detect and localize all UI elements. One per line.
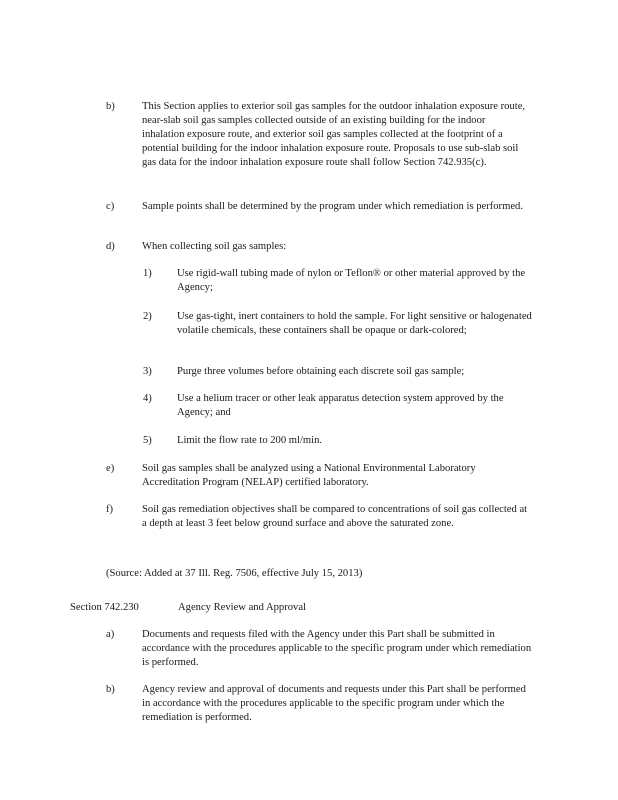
subsection-text: Soil gas remediation objectives shall be compared to concentrations of soil gas collected at a depth at least 3 feet below ground surface and above the saturated zone. [142,504,528,529]
subsection-text: Documents and requests filed with the Agency under this Part shall be submitted in accordance with the procedures applicable to the specific program under which remediation is performed. [142,629,532,668]
paragraph-text: Purge three volumes before obtaining each discrete soil gas sample; [177,366,465,377]
subsection-label: b) [106,101,115,112]
paragraph-text: Use rigid-wall tubing made of nylon or Teflon® or other material approved by the Agency; [177,268,526,293]
subsection-label: b) [106,684,115,695]
subsection-text: This Section applies to exterior soil gas samples for the outdoor inhalation exposure route, near-slab soil gas samples collected outside of an existing building for the indoor inhalation exposure route, and exterior soil gas samples collected at the footprint of a potential building for the indoor inhalation exposure route. Proposals to use sub-slab soil gas data for the indoor inhalation exposure route shall follow Section 742.935(c). [142,101,526,168]
subsection-text: Agency review and approval of documents and requests under this Part shall be performed in accordance with the procedures applicable to the specific program under which the remediation is performed. [142,684,526,723]
paragraph-label: 4) [143,393,152,404]
paragraph-text: Use gas-tight, inert containers to hold the sample. For light sensitive or halogenated volatile chemicals, these containers shall be opaque or dark-colored; [177,311,532,336]
subsection-text: Soil gas samples shall be analyzed using a National Environmental Laboratory Accreditation Program (NELAP) certified laboratory. [142,463,476,488]
section-title: Agency Review and Approval [178,602,306,613]
paragraph-label: 3) [143,366,152,377]
source-note: (Source: Added at 37 Ill. Reg. 7506, effective July 15, 2013) [106,568,363,579]
subsection-text: When collecting soil gas samples: [142,241,287,252]
subsection-label: c) [106,201,115,212]
subsection-label: d) [106,241,115,252]
subsection-label: f) [106,504,114,515]
paragraph-label: 1) [143,268,152,279]
subsection-label: e) [106,463,115,474]
section-number: Section 742.230 [70,602,139,613]
paragraph-label: 5) [143,435,152,446]
paragraph-label: 2) [143,311,152,322]
paragraph-text: Use a helium tracer or other leak apparatus detection system approved by the Agency; and [177,393,504,418]
paragraph-text: Limit the flow rate to 200 ml/min. [177,435,323,446]
subsection-text: Sample points shall be determined by the program under which remediation is performed. [142,201,523,212]
subsection-label: a) [106,629,115,640]
